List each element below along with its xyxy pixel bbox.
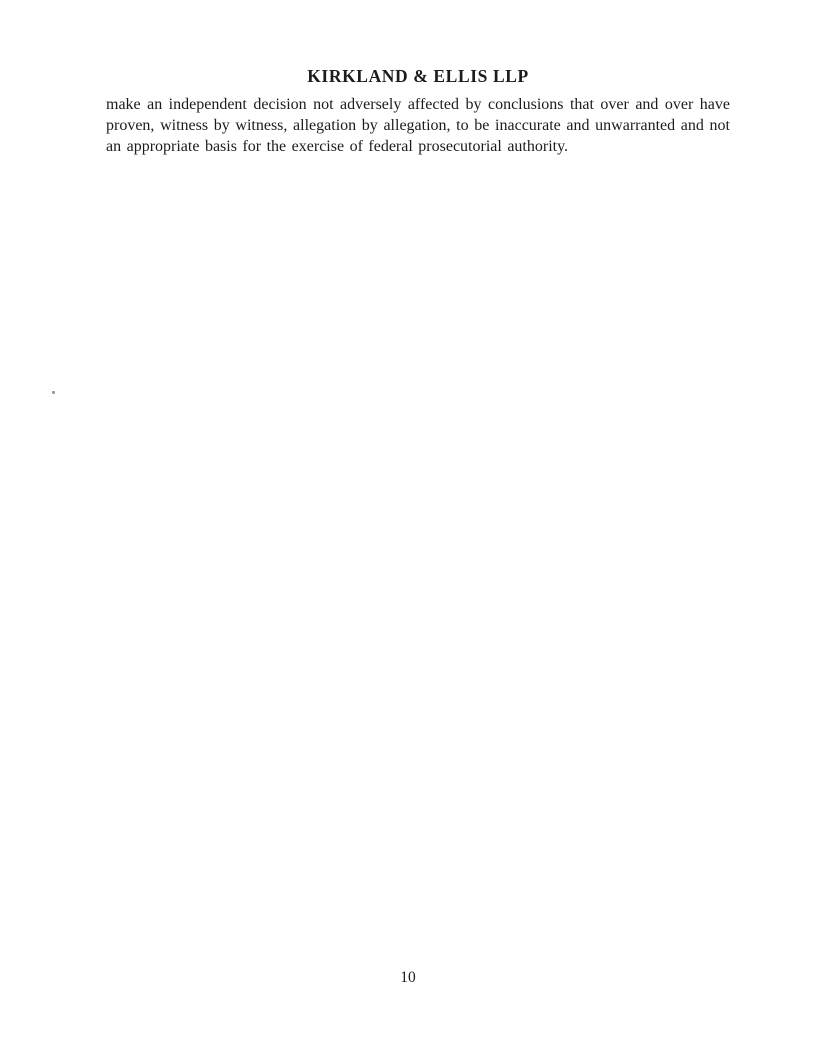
page-number: 10 — [400, 969, 416, 986]
firm-name-header: KIRKLAND & ELLIS LLP — [307, 66, 529, 86]
body-paragraph: make an independent decision not adversely affected by conclusions that over and over have proven, witness by witness, allegation by allegation, to be inaccurate and unwarranted and not an appropriate basis for the exercise of federal prosecutorial authority. — [106, 96, 730, 155]
document-text-block — [106, 66, 730, 157]
scan-artifact-dot — [52, 391, 55, 394]
